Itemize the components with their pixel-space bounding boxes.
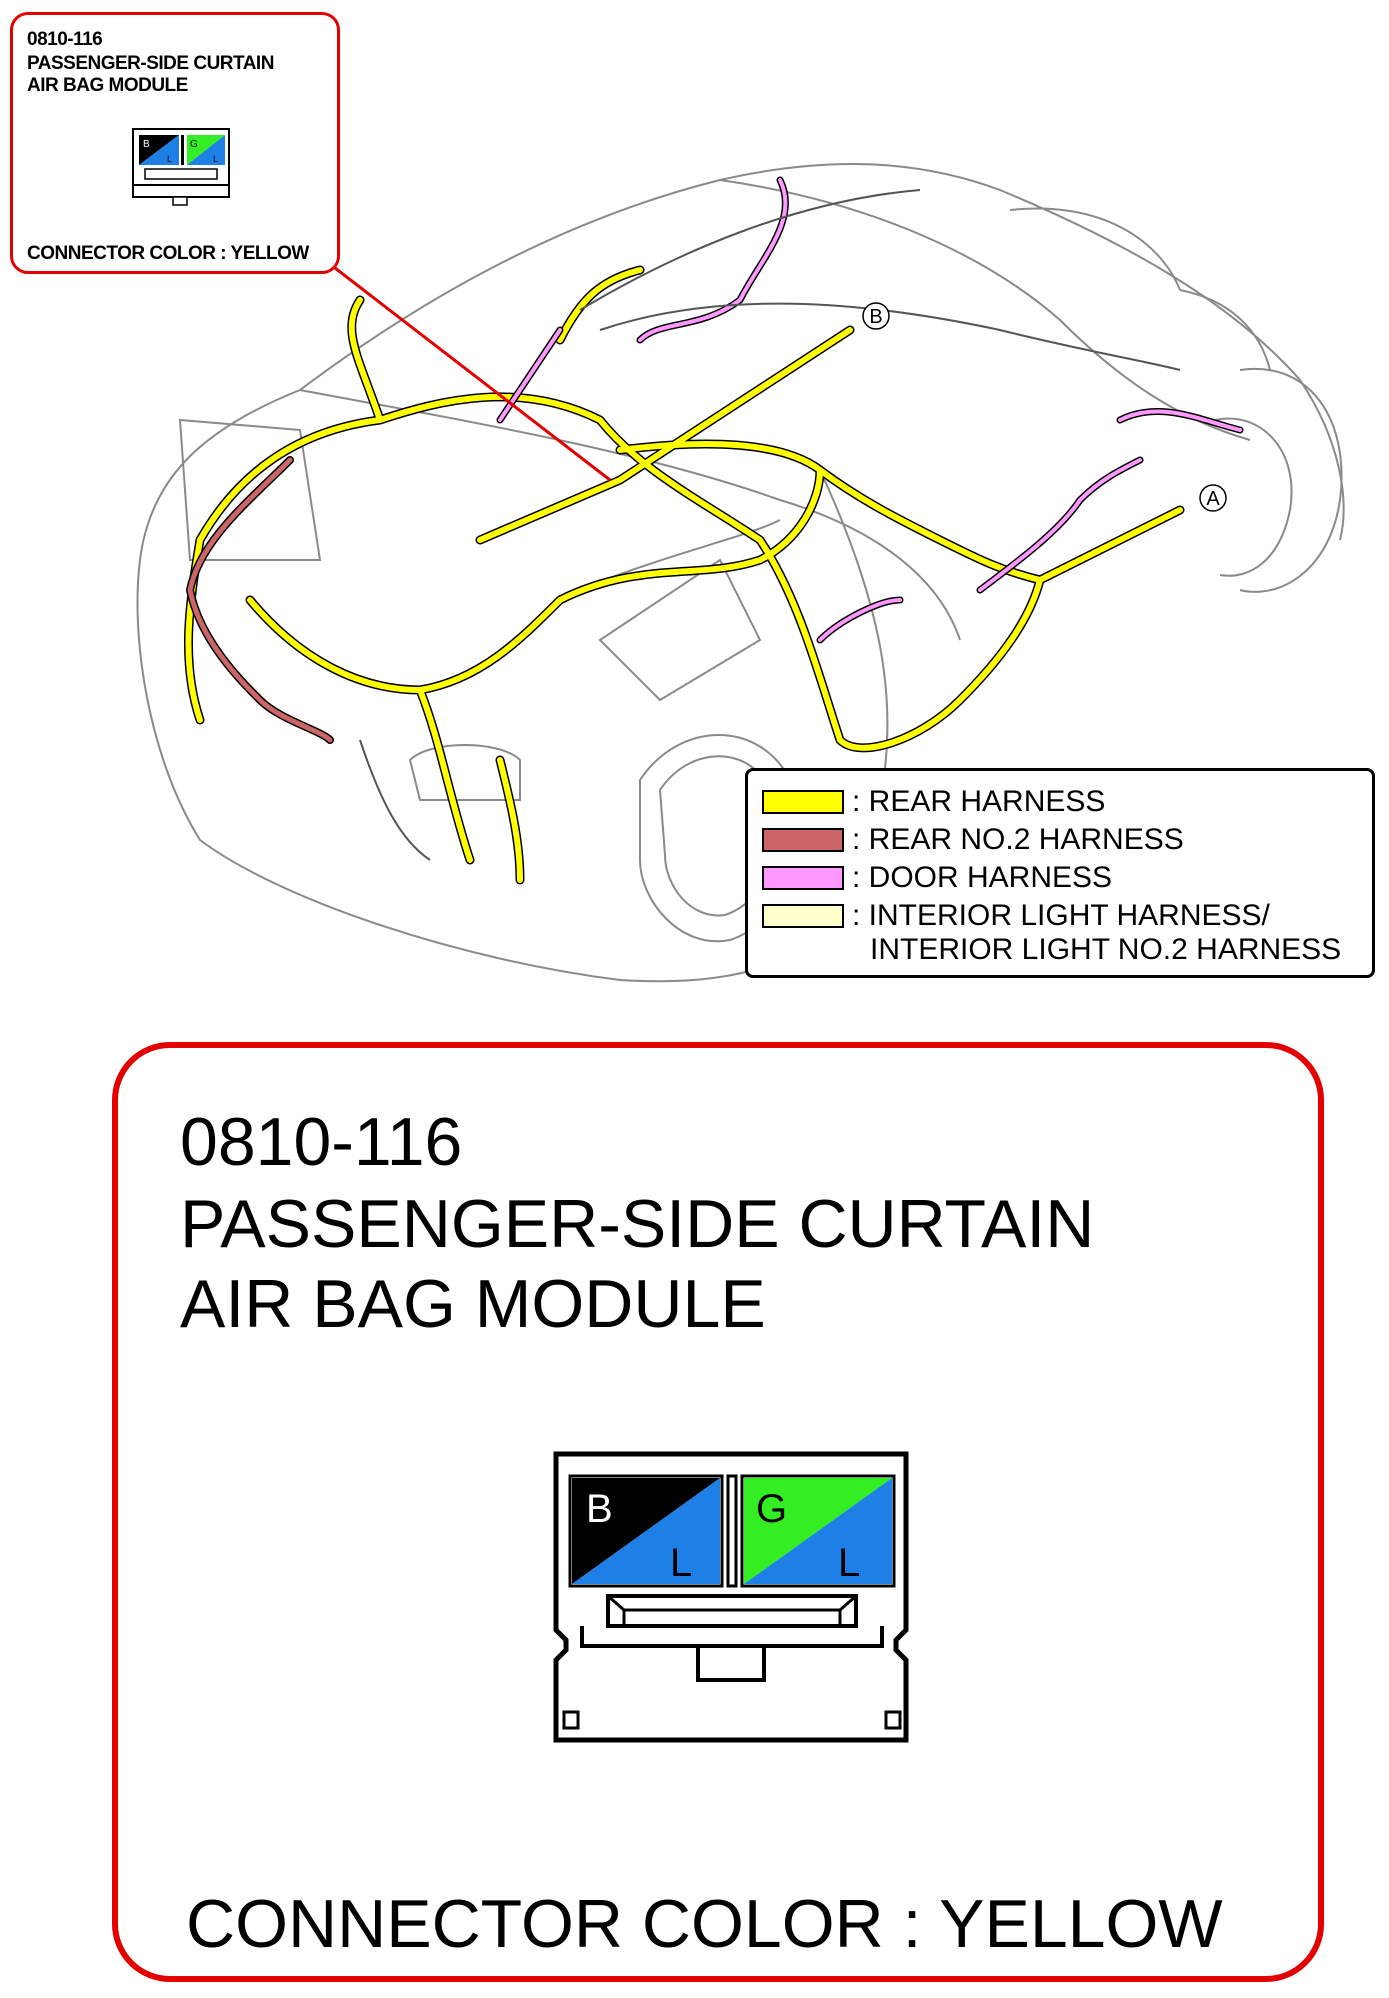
legend-swatch-pink [762, 866, 844, 890]
legend-item-interior-light-harness [762, 899, 1270, 933]
small-pin-right-bottom: L [213, 154, 219, 164]
legend-item-door-harness [762, 861, 1112, 895]
large-connector-callout [112, 1042, 1324, 1982]
legend-swatch-cream [762, 904, 844, 928]
legend-label-door-harness: : DOOR HARNESS [852, 861, 1113, 894]
large-callout-connector-color: CONNECTOR COLOR : YELLOW [186, 1886, 1223, 1962]
small-pin-left-top: B [143, 139, 150, 150]
legend-item-rear-harness [762, 785, 1105, 819]
marker-b-label: B [869, 306, 883, 328]
marker-b [863, 303, 889, 329]
marker-a-label: A [1206, 488, 1220, 510]
legend-label-interior-light-harness: : INTERIOR LIGHT HARNESS/ [852, 899, 1270, 932]
small-connector-icon [131, 127, 231, 207]
legend-label-rear-harness: : REAR HARNESS [852, 785, 1106, 818]
pin-left-top-label: B [586, 1487, 613, 1531]
small-pin-right-top: G [190, 139, 198, 150]
legend-item-rear-no2-harness [762, 823, 1184, 857]
door-harness-wiring [500, 180, 1240, 640]
small-callout-title-line1: PASSENGER-SIDE CURTAIN [27, 53, 274, 74]
small-callout-connector-color: CONNECTOR COLOR : YELLOW [27, 243, 309, 264]
legend-label-interior-light-no2-harness: INTERIOR LIGHT NO.2 HARNESS [870, 933, 1342, 966]
large-connector-face [552, 1450, 912, 1744]
pin-left-bottom-label: L [670, 1541, 693, 1585]
pin-right-bottom-label: L [838, 1541, 861, 1585]
large-callout-title-line1: PASSENGER-SIDE CURTAIN [180, 1186, 1095, 1262]
small-pin-left-bottom: L [167, 154, 173, 164]
legend-swatch-yellow [762, 790, 844, 814]
small-connector-callout [10, 12, 340, 274]
harness-legend [745, 768, 1375, 978]
pin-right-top-label: G [756, 1487, 788, 1531]
callout-leader-line [335, 268, 610, 480]
small-callout-title-line2: AIR BAG MODULE [27, 75, 188, 96]
legend-label-rear-no2-harness: : REAR NO.2 HARNESS [852, 823, 1184, 856]
small-callout-code: 0810-116 [27, 29, 103, 50]
rear-no2-harness-wiring [190, 460, 330, 740]
large-callout-code: 0810-116 [180, 1104, 463, 1180]
legend-swatch-red [762, 828, 844, 852]
marker-a [1200, 485, 1226, 511]
large-callout-title-line2: AIR BAG MODULE [180, 1266, 766, 1342]
